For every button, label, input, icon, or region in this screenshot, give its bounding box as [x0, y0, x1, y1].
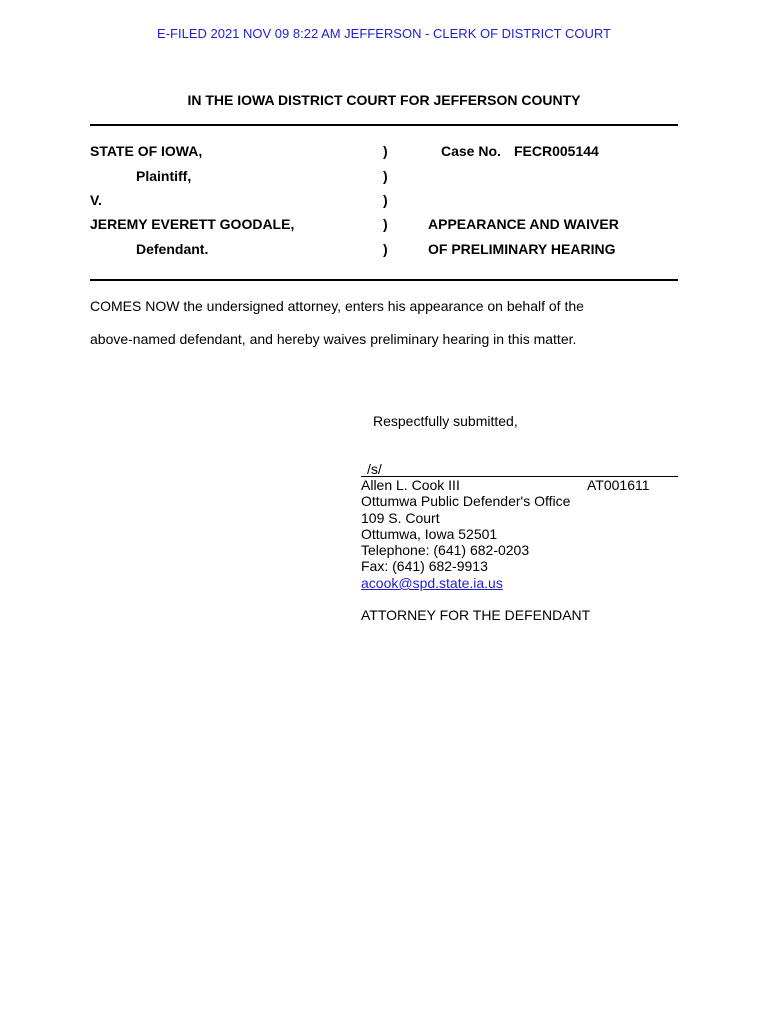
signature-mark: /s/ — [367, 461, 382, 477]
versus: V. — [90, 192, 102, 208]
fax: Fax: (641) 682-9913 — [361, 558, 488, 574]
document-title-line1: APPEARANCE AND WAIVER — [428, 216, 619, 232]
caption-paren: ) — [383, 168, 388, 184]
case-number-label: Case No. — [441, 143, 501, 159]
attorney-role: ATTORNEY FOR THE DEFENDANT — [361, 607, 591, 623]
caption-top-rule — [90, 124, 678, 126]
plaintiff-role: Plaintiff, — [136, 168, 192, 184]
city-state-zip: Ottumwa, Iowa 52501 — [361, 526, 498, 542]
case-number: FECR005144 — [514, 143, 599, 159]
plaintiff-name: STATE OF IOWA, — [90, 143, 203, 159]
caption-paren: ) — [383, 216, 388, 232]
defendant-name: JEREMY EVERETT GOODALE, — [90, 216, 295, 232]
caption-paren: ) — [383, 143, 388, 159]
defendant-role: Defendant. — [136, 241, 209, 257]
court-heading: IN THE IOWA DISTRICT COURT FOR JEFFERSON COUNTY — [187, 92, 581, 108]
caption-paren: ) — [383, 241, 388, 257]
bar-number: AT001611 — [587, 477, 650, 493]
office-name: Ottumwa Public Defender's Office — [361, 493, 571, 509]
telephone: Telephone: (641) 682-0203 — [361, 542, 530, 558]
caption-paren: ) — [383, 192, 388, 208]
body-line-2: above-named defendant, and hereby waives preliminary hearing in this matter. — [90, 331, 577, 347]
efiled-stamp: E-FILED 2021 NOV 09 8:22 AM JEFFERSON - CLERK OF DISTRICT COURT — [157, 26, 611, 41]
attorney-name: Allen L. Cook III — [361, 477, 460, 493]
caption-bottom-rule — [90, 279, 678, 281]
email-link[interactable]: acook@spd.state.ia.us — [361, 575, 503, 591]
street-address: 109 S. Court — [361, 510, 440, 526]
closing: Respectfully submitted, — [373, 413, 518, 429]
body-line-1: COMES NOW the undersigned attorney, enters his appearance on behalf of the — [90, 298, 584, 314]
document-title-line2: OF PRELIMINARY HEARING — [428, 241, 616, 257]
